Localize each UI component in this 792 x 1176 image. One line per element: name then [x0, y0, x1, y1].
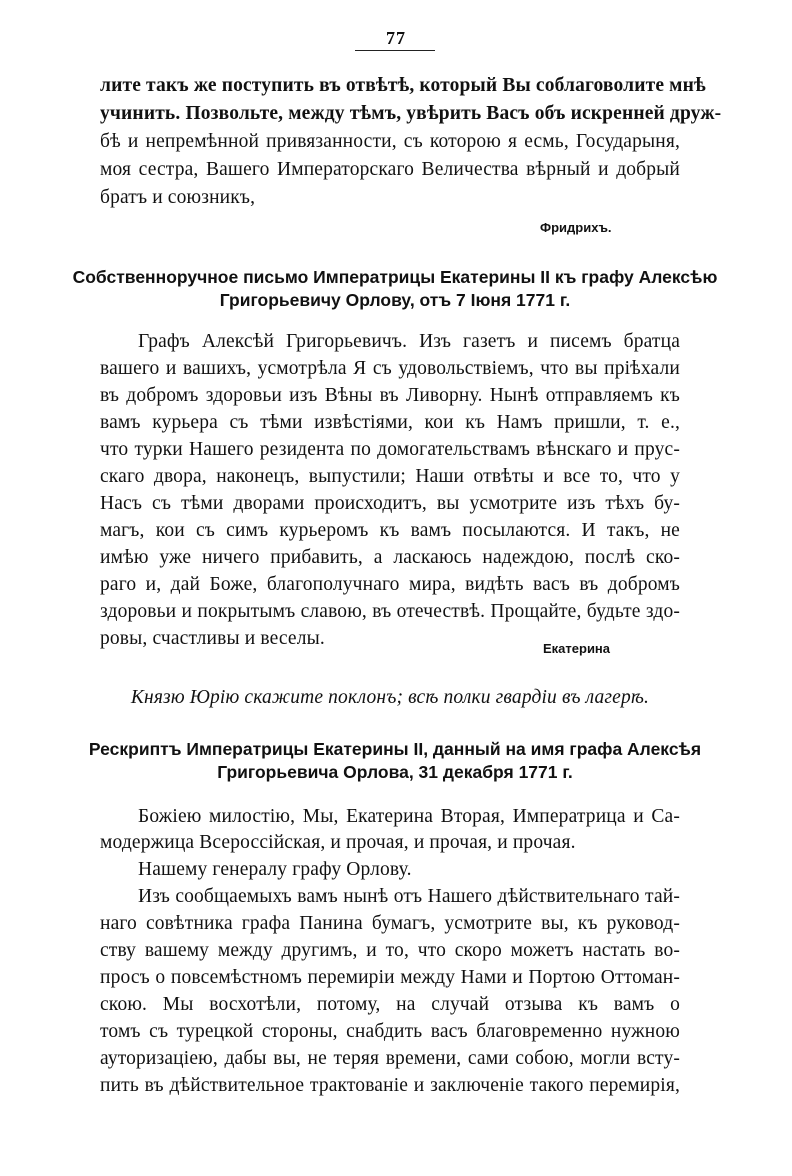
text-line: раго и, дай Боже, благополучнаго мира, видѣть васъ въ добромъ — [100, 574, 680, 595]
text-line: братъ и союзникъ, — [100, 187, 256, 208]
text-line: ству вашему между другимъ, и то, что скоро можетъ настать во- — [100, 940, 680, 961]
section-heading: Рескриптъ Императрицы Екатерины II, данный на имя графа Алексѣя — [88, 739, 702, 759]
text-line: пить въ дѣйствительное трактованіе и заключеніе такого перемирія, — [100, 1075, 680, 1096]
text-line: скою. Мы восхотѣли, потому, на случай отзыва къ вамъ о — [100, 994, 680, 1015]
text-line: вамъ курьера съ тѣми извѣстіями, кои къ Намъ пришли, т. е., — [100, 412, 680, 433]
postscript: Князю Юрію скажите поклонъ; всѣ полки гвардіи въ лагерѣ. — [130, 687, 650, 708]
text-line: Насъ съ тѣми дворами происходитъ, вы усмотрите изъ тѣхъ бу- — [100, 493, 680, 514]
text-line: Божіею милостію, Мы, Екатерина Вторая, Императрица и Са- — [138, 806, 680, 827]
signature-catherine: Екатерина — [543, 641, 611, 656]
text-line: вашего и вашихъ, усмотрѣла Я съ удовольствіемъ, что вы пріѣхали — [100, 358, 680, 379]
text-line: Изъ сообщаемыхъ вамъ нынѣ отъ Нашего дѣйствительнаго тай- — [138, 886, 680, 907]
section-heading: Собственноручное письмо Императрицы Екатерины II къ графу Алексѣю — [72, 267, 718, 287]
text-line: что турки Нашего резидента по домогательствамъ вѣнскаго и прус- — [100, 439, 680, 460]
text-line: моя сестра, Вашего Императорскаго Величества вѣрный и добрый — [100, 159, 680, 180]
section-heading: Григорьевичу Орлову, отъ 7 Іюня 1771 г. — [219, 290, 571, 310]
text-line: ауторизаціею, дабы вы, не теряя времени, сами собою, могли всту- — [100, 1048, 680, 1069]
text-line: лите такъ же поступить въ отвѣтѣ, который Вы соблаговолите мнѣ — [100, 75, 706, 96]
text-line: скаго двора, наконецъ, выпустили; Наши отвѣты и все то, что у — [100, 466, 680, 487]
page-number: 77 — [386, 28, 406, 48]
text-line: Графъ Алексѣй Григорьевичъ. Изъ газетъ и писемъ братца — [138, 331, 680, 352]
text-line: наго совѣтника графа Панина бумагъ, усмотрите вы, къ руковод- — [100, 913, 680, 934]
page-number-rule — [355, 50, 435, 51]
text-line: въ добромъ здоровьи изъ Вѣны въ Ливорну. Нынѣ отправляемъ къ — [100, 385, 680, 406]
text-line: модержица Всероссійская, и прочая, и прочая, и прочая. — [100, 832, 576, 853]
text-line: бѣ и непремѣнной привязанности, съ которою я есмь, Государыня, — [100, 131, 680, 152]
text-line: Нашему генералу графу Орлову. — [138, 859, 412, 880]
text-line: учинить. Позвольте, между тѣмъ, увѣрить Васъ объ искренней друж- — [100, 103, 722, 124]
section-heading: Григорьевича Орлова, 31 декабря 1771 г. — [217, 762, 573, 782]
text-line: имѣю уже ничего прибавить, а ласкаюсь надеждою, послѣ ско- — [100, 547, 680, 568]
text-line: томъ съ турецкой стороны, снабдить васъ благовременно нужною — [100, 1021, 680, 1042]
text-line: ровы, счастливы и веселы. — [100, 628, 325, 649]
text-line: магъ, кои съ симъ курьеромъ къ вамъ посылаются. И такъ, не — [100, 520, 680, 541]
text-line: здоровьи и покрытымъ славою, въ отечествѣ. Прощайте, будьте здо- — [100, 601, 680, 622]
signature-frederick: Фридрихъ. — [540, 220, 612, 235]
text-line: просъ о повсемѣстномъ перемиріи между Нами и Портою Оттоман- — [100, 967, 680, 988]
